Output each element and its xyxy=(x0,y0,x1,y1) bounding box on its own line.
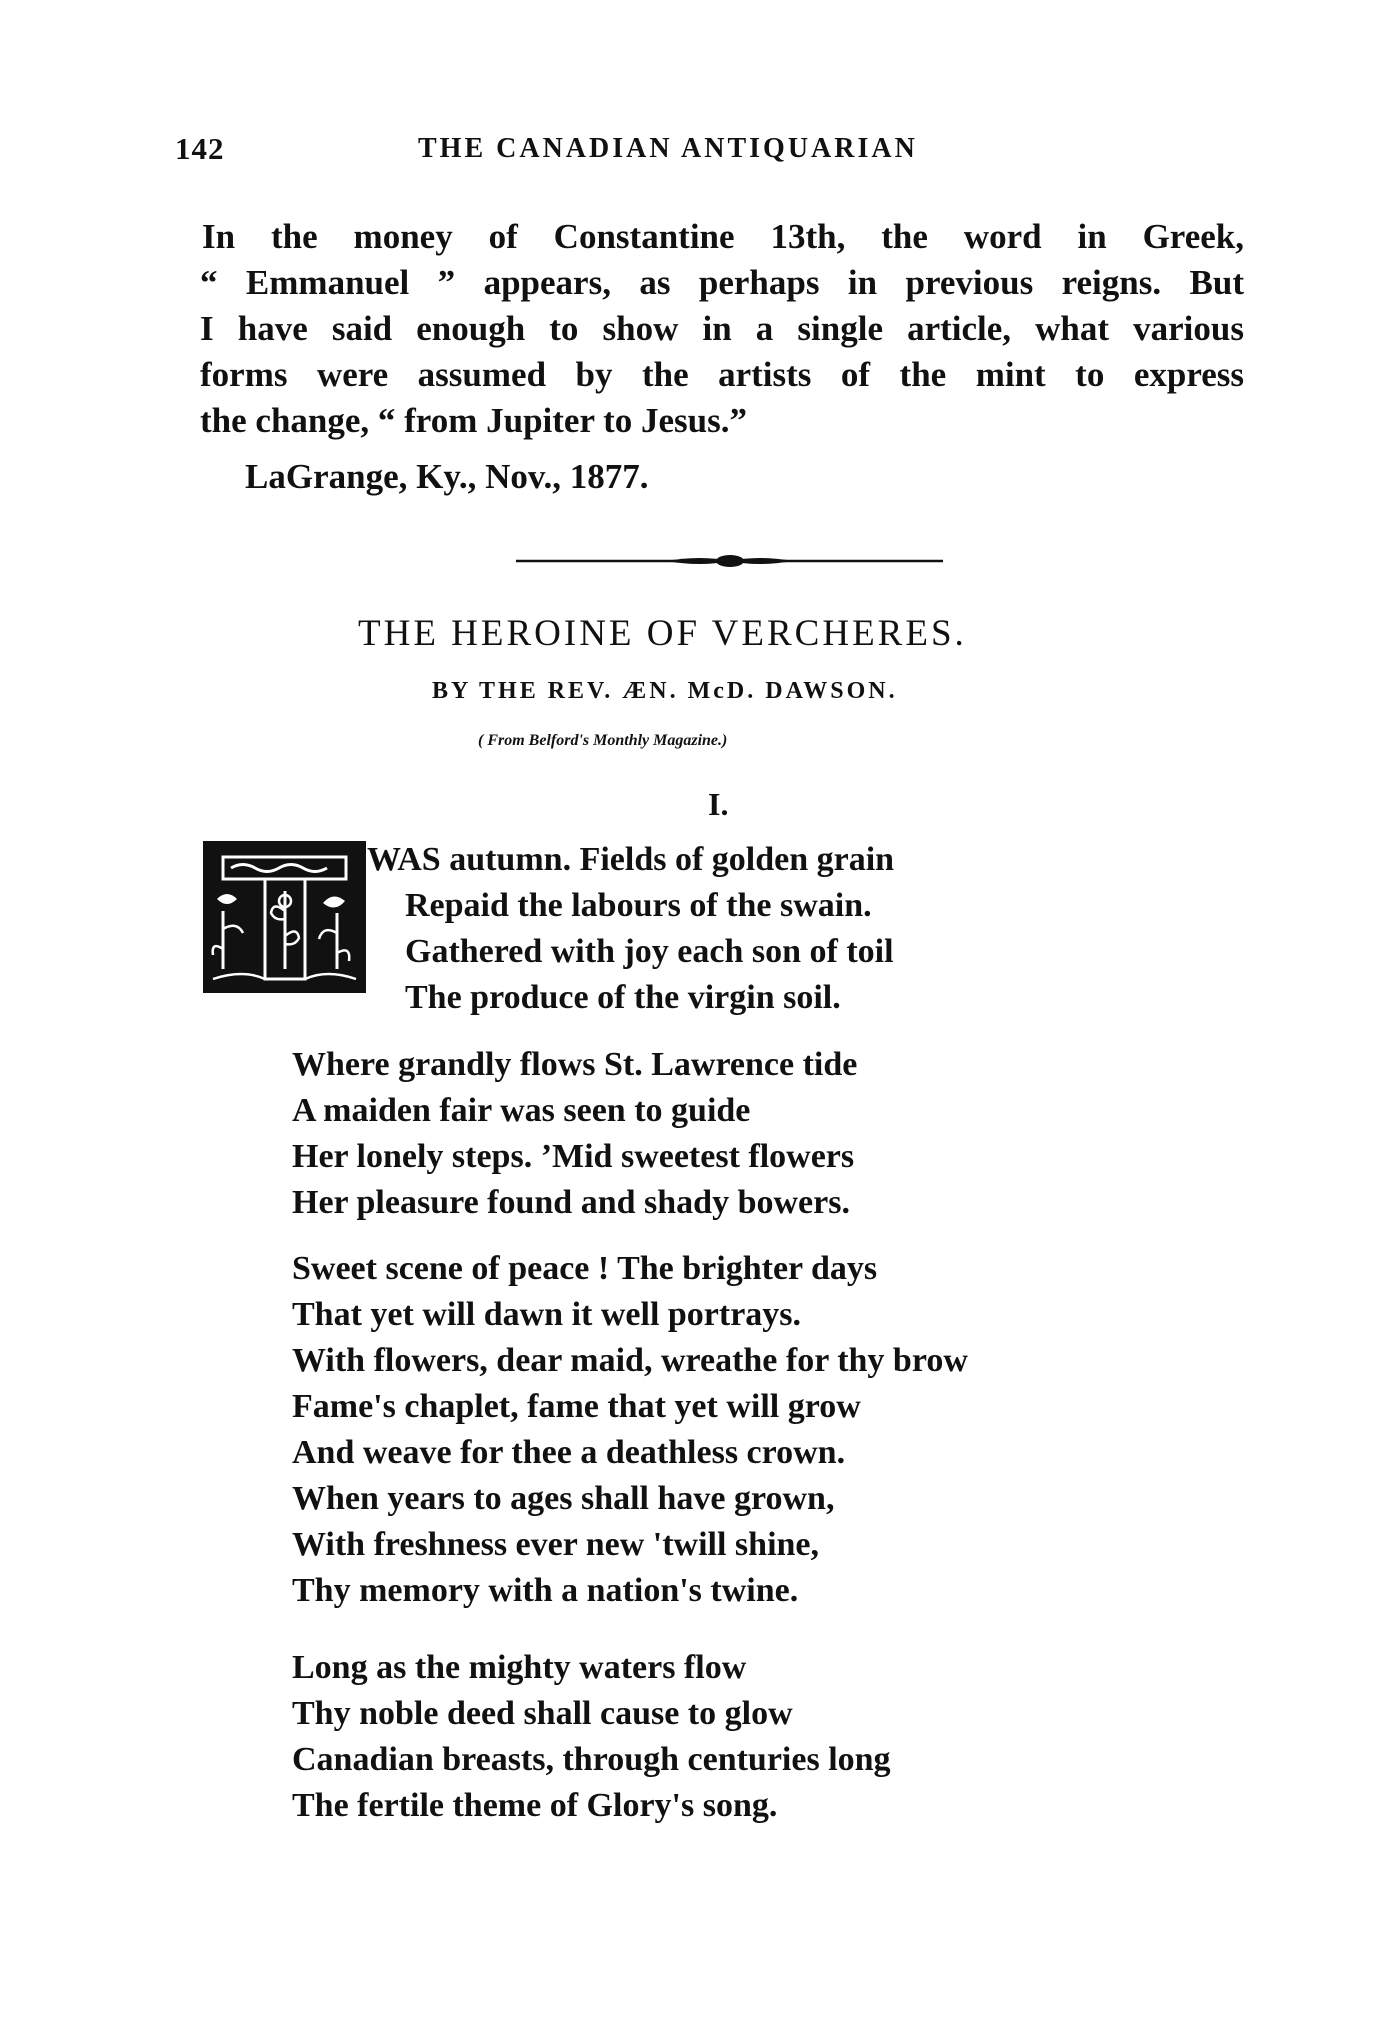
poem-line: Her lonely steps. ’Mid sweetest flowers xyxy=(292,1138,855,1175)
stanza xyxy=(292,1645,891,1829)
closing-paragraph xyxy=(202,214,1244,444)
section-numeral: I. xyxy=(708,786,729,822)
poem-source-note: ( From Belford's Monthly Magazine.) xyxy=(478,732,728,749)
paragraph-line: the change, “ from Jupiter to Jesus.” xyxy=(200,401,748,440)
paragraph-line: “ Emmanuel ” appears, as perhaps in previous reigns. But xyxy=(200,263,1244,302)
poem-line: Canadian breasts, through centuries long xyxy=(292,1741,891,1778)
poem-line: The produce of the virgin soil. xyxy=(405,979,841,1016)
poem-line: Fame's chaplet, fame that yet will grow xyxy=(292,1388,861,1425)
poem-line: That yet will dawn it well portrays. xyxy=(292,1296,802,1333)
ornamental-drop-cap xyxy=(203,841,366,993)
paragraph-line: I have said enough to show in a single article, what various xyxy=(200,309,1244,348)
decorative-rule xyxy=(516,553,943,569)
page-number: 142 xyxy=(175,131,225,166)
poem-line: Long as the mighty waters flow xyxy=(292,1649,747,1686)
poem-byline: BY THE REV. ÆN. McD. DAWSON. xyxy=(432,678,898,704)
poem-line: A maiden fair was seen to guide xyxy=(292,1092,751,1129)
poem-line: WAS autumn. Fields of golden grain xyxy=(367,841,895,878)
paragraph-line: forms were assumed by the artists of the mint to express xyxy=(200,355,1244,394)
poem-line: With freshness ever new 'twill shine, xyxy=(292,1526,820,1563)
poem-line: The fertile theme of Glory's song. xyxy=(292,1787,778,1824)
poem-line: Repaid the labours of the swain. xyxy=(405,887,872,924)
place-date-signature: LaGrange, Ky., Nov., 1877. xyxy=(245,457,649,496)
stanza xyxy=(292,1246,968,1614)
poem-line: Her pleasure found and shady bowers. xyxy=(292,1184,850,1221)
running-head: THE CANADIAN ANTIQUARIAN xyxy=(418,133,918,164)
paragraph-line: In the money of Constantine 13th, the word in Greek, xyxy=(202,217,1244,256)
poem-line: When years to ages shall have grown, xyxy=(292,1480,835,1517)
stanza xyxy=(292,1042,857,1226)
poem-line: And weave for thee a deathless crown. xyxy=(292,1434,846,1471)
poem-line: Where grandly flows St. Lawrence tide xyxy=(292,1046,858,1083)
poem-line: Thy memory with a nation's twine. xyxy=(292,1572,799,1609)
poem-line: With flowers, dear maid, wreathe for thy brow xyxy=(292,1342,968,1379)
poem-line: Sweet scene of peace ! The brighter days xyxy=(292,1250,878,1287)
stanza xyxy=(367,837,894,1021)
poem-line: Thy noble deed shall cause to glow xyxy=(292,1695,793,1732)
poem-line: Gathered with joy each son of toil xyxy=(405,933,894,970)
poem-title: THE HEROINE OF VERCHERES. xyxy=(358,613,967,654)
